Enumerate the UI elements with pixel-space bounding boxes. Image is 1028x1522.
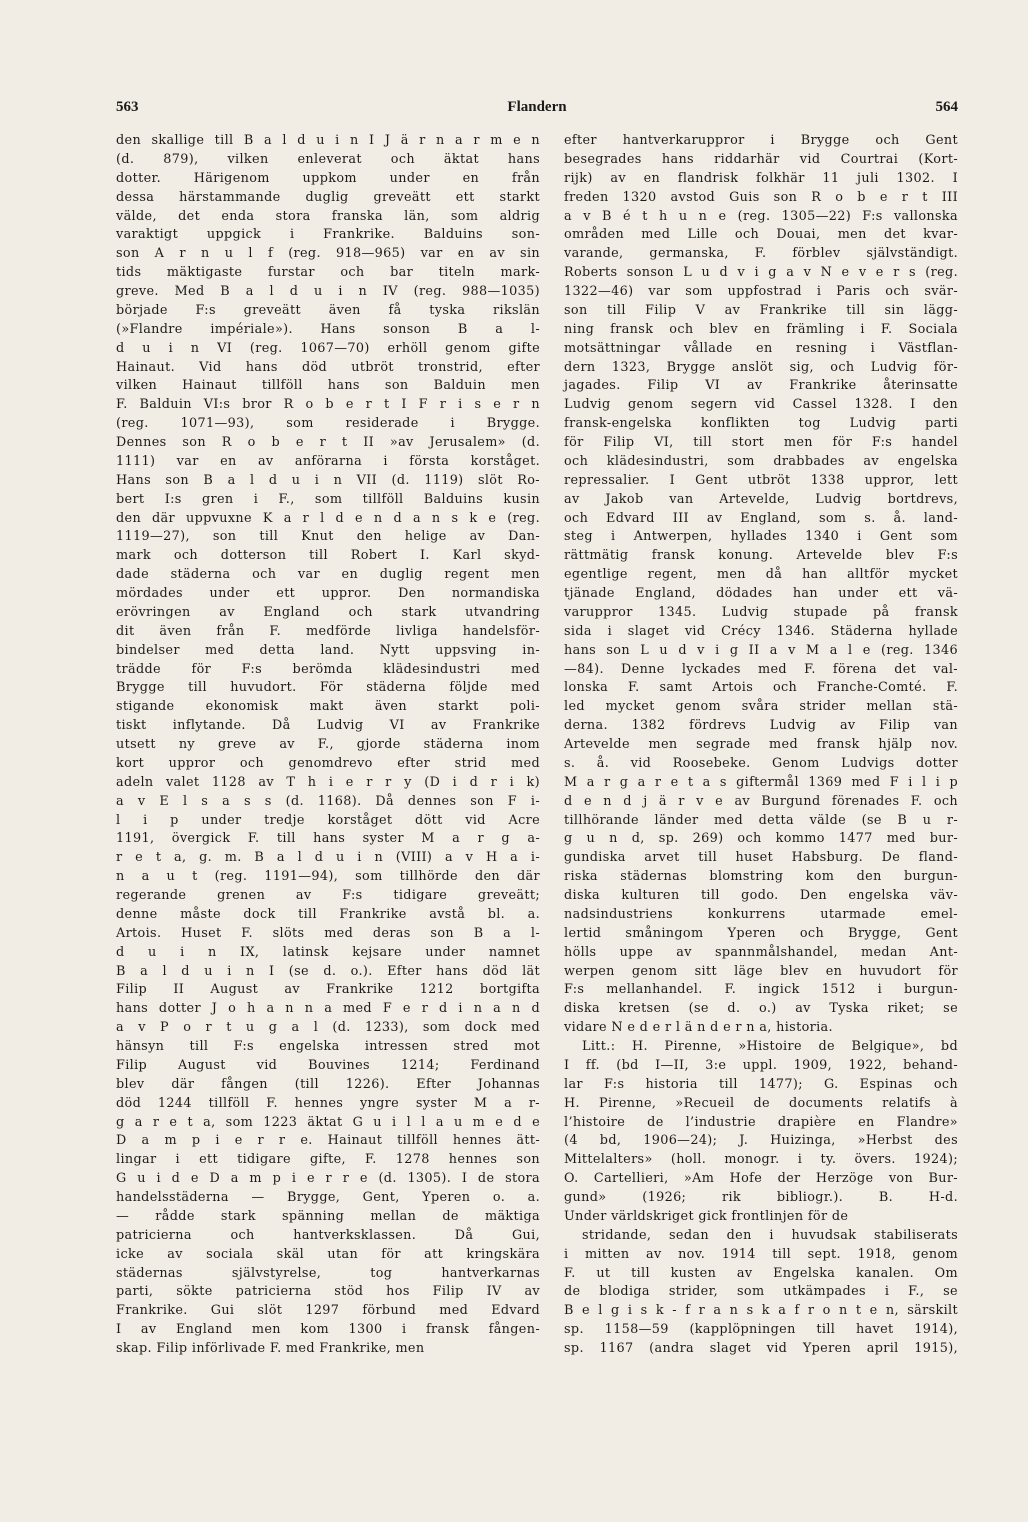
text-line: (»Flandre impériale»). Hans sonson B a l- [116, 321, 540, 337]
text-line: dade städerna och var en duglig regent men [116, 567, 540, 583]
text-line: diska kulturen till godo. Den engelska väv- [564, 888, 958, 903]
text-line: handelsstäderna — Brygge, Gent, Yperen o. a. [116, 1190, 540, 1205]
text-line: städernas självstyrelse, tog hantverkarnas [116, 1265, 540, 1281]
text-line: Filip August vid Bouvines 1214; Ferdinand [116, 1057, 540, 1073]
text-line: —84). Denne lyckades med F. förena det val- [564, 661, 958, 677]
right-page-number: 564 [935, 99, 958, 115]
text-line: skap. Filip införlivade F. med Frankrike, men [116, 1341, 425, 1356]
text-line: tillhörande länder med detta välde (se B u r- [564, 812, 958, 828]
text-line: den där uppvuxne K a r l d e n d a n s k e (reg. [116, 510, 540, 526]
text-line: dessa härstammande duglig greveätt ett starkt [116, 189, 540, 205]
text-line: jagades. Filip VI av Frankrike återinsatte [564, 378, 958, 394]
text-line: a v E l s a s s (d. 1168). Då dennes son F i- [116, 793, 540, 809]
text-line: repressalier. I Gent utbröt 1338 uppror, lett [564, 472, 958, 488]
text-line: B e l g i s k - f r a n s k a f r o n t e n, särskilt [564, 1303, 958, 1319]
text-line: rättmätig fransk konung. Artevelde blev F:s [564, 548, 958, 564]
text-line: lertid småningom Yperen och Brygge, Gent [564, 925, 958, 941]
text-line: vidare N e d e r l ä n d e r n a, historia. [564, 1020, 833, 1036]
text-line: I ff. (bd I—II, 3:e uppl. 1909, 1922, behand- [564, 1057, 958, 1073]
text-line: son A r n u l f (reg. 918—965) var en av sin [116, 246, 540, 262]
text-line: (d. 879), vilken enleverat och äktat hans [116, 151, 540, 167]
text-line: 1119—27), son till Knut den helige av Dan- [116, 529, 540, 545]
text-line: utsett ny greve av F., gjorde städerna inom [116, 737, 540, 752]
text-line: lonska F. samt Artois och Franche-Comté. F. [564, 680, 958, 696]
text-line: och Edvard III av England, som s. å. land- [564, 510, 958, 526]
running-title: Flandern [507, 99, 567, 115]
text-line: 1322—46) var som uppfostrad i Paris och svär- [564, 284, 958, 299]
text-line: mördades under ett uppror. Den normandiska [116, 586, 540, 601]
text-line: motsättningar vållade en resning i Västflan- [564, 340, 958, 356]
text-line: son till Filip V av Frankrike till sin lägg- [564, 302, 958, 318]
text-line: d u i n VI (reg. 1067—70) erhöll genom gifte [116, 340, 540, 356]
text-line: tjänade England, dödades han under ett vä- [564, 586, 958, 601]
text-line: — rådde stark spänning mellan de mäktiga [116, 1208, 540, 1224]
text-line: r e t a, g. m. B a l d u i n (VIII) a v H a i- [116, 850, 540, 866]
text-line: stridande, sedan den i huvudsak stabiliserats [582, 1227, 958, 1243]
page-header [116, 99, 958, 123]
text-line: dit även från F. medförde livliga handelsför- [116, 623, 540, 639]
text-line: 1191, övergick F. till hans syster M a r g a- [116, 831, 540, 847]
text-line: bindelser med detta land. Nytt uppsving in- [116, 642, 540, 658]
text-line: rijk) av en flandrisk folkhär 11 juli 1302. I [564, 170, 958, 186]
text-line: gund» (1926; rik bibliogr.). B. H-d. [564, 1190, 958, 1205]
text-line: ning fransk och blev en främling i F. Sociala [564, 321, 958, 337]
text-line: områden med Lille och Douai, men det kvar- [564, 227, 958, 243]
text-line: G u i d e D a m p i e r r e (d. 1305). I de stora [116, 1171, 540, 1187]
text-line: dern 1323, Brygge anslöt sig, och Ludvig för- [564, 359, 958, 375]
text-line: Mittelalters» (holl. monogr. i ty. övers. 1924); [564, 1152, 958, 1168]
text-line: varaktigt uppgick i Frankrike. Balduins son- [116, 227, 540, 243]
text-line: led mycket genom svåra strider mellan stä- [564, 699, 958, 715]
text-line: greve. Med B a l d u i n IV (reg. 988—1035) [116, 284, 540, 299]
text-line: besegrades hans riddarhär vid Courtrai (Kort- [564, 151, 958, 167]
text-line: D a m p i e r r e. Hainaut tillföll hennes ätt- [116, 1133, 540, 1149]
text-line: lingar i ett tidigare gifte, F. 1278 hennes son [116, 1152, 540, 1168]
text-line: nadsindustriens konkurrens utarmade emel- [564, 906, 958, 922]
text-line: patricierna och hantverksklassen. Då Gui, [116, 1227, 540, 1243]
text-line: derna. 1382 fördrevs Ludvig av Filip van [564, 718, 958, 734]
text-line: hans son L u d v i g II a v M a l e (reg. 1346 [564, 642, 958, 658]
text-line: och klädesindustri, som drabbades av engelska [564, 453, 958, 469]
text-line: Litt.: H. Pirenne, »Histoire de Belgique», bd [582, 1039, 958, 1054]
text-line: (4 bd, 1906—24); J. Huizinga, »Herbst des [564, 1133, 958, 1149]
text-line: (reg. 1071—93), som residerade i Brygge. [116, 416, 540, 432]
text-line: parti, sökte patricierna stöd hos Filip IV av [116, 1284, 540, 1300]
text-line: d e n d j ä r v e av Burgund förenades F. och [564, 793, 958, 809]
text-line: Artevelde men segrade med fransk hjälp nov. [564, 737, 958, 752]
left-page-number: 563 [116, 99, 139, 115]
text-line: de blodiga strider, som utkämpades i F., se [564, 1284, 958, 1300]
text-line: Artois. Huset F. slöts med deras son B a l- [116, 925, 540, 941]
text-line: varande, germanska, F. förblev självständigt. [564, 246, 958, 262]
text-line: B a l d u i n I (se d. o.). Efter hans död lät [116, 963, 540, 979]
text-line: Brygge till huvudort. För städerna följde med [116, 680, 540, 696]
text-line: började F:s greveätt även få tyska rikslän [116, 302, 540, 318]
text-line: blev där fången (till 1226). Efter Johannas [116, 1076, 540, 1092]
text-line: Under världskriget gick frontlinjen för de [564, 1208, 849, 1224]
text-line: bert I:s gren i F., som tillföll Balduins kusin [116, 491, 540, 507]
text-line: dotter. Härigenom uppkom under en från [116, 170, 540, 186]
text-line: död 1244 tillföll F. hennes yngre syster M a r- [116, 1095, 540, 1111]
text-line: välde, det enda stora franska län, som aldrig [116, 208, 540, 224]
text-line: gundiska arvet till huset Habsburg. De fland- [564, 850, 958, 866]
text-line: M a r g a r e t a s giftermål 1369 med F i l i p [564, 774, 958, 790]
text-line: trädde för F:s berömda klädesindustri med [116, 661, 540, 677]
text-line: I av England men kom 1300 i fransk fången- [116, 1322, 540, 1338]
text-line: Frankrike. Gui slöt 1297 förbund med Edvard [116, 1303, 540, 1319]
text-line: riska städernas blomstring kom den burgun- [564, 869, 958, 885]
text-line: s. å. vid Roosebeke. Genom Ludvigs dotter [564, 755, 958, 771]
text-line: tiskt inflytande. Då Ludvig VI av Frankrike [116, 718, 540, 734]
text-line: l’histoire de l’industrie drapière en Flandre» [564, 1114, 958, 1130]
text-line: 1111) var en av anförarna i första korståget. [116, 453, 540, 469]
text-line: F. Balduin VI:s bror R o b e r t I F r i s e r n [116, 397, 540, 413]
text-line: hänsyn till F:s engelska intressen stred mot [116, 1039, 540, 1054]
text-line: O. Cartellieri, »Am Hofe der Herzöge von Bur- [564, 1171, 958, 1187]
text-line: vilken Hainaut tillföll hans son Balduin men [116, 378, 540, 394]
text-line: steg i Antwerpen, hyllades 1340 i Gent som [564, 529, 958, 545]
text-line: den skallige till B a l d u i n I J ä r n a r m e n [116, 133, 540, 148]
text-line: icke av sociala skäl utan för att kringskära [116, 1246, 540, 1262]
text-line: hölls uppe av spannmålshandel, medan Ant- [564, 944, 958, 960]
text-line: d u i n IX, latinsk kejsare under namnet [116, 944, 540, 960]
text-line: freden 1320 avstod Guis son R o b e r t III [564, 189, 958, 205]
text-line: i mitten av nov. 1914 till sept. 1918, genom [564, 1246, 958, 1262]
text-line: g u n d, sp. 269) och kommo 1477 med bur- [564, 831, 958, 847]
right-text-column [564, 132, 958, 1359]
text-line: l i p under tredje korståget dött vid Acre [116, 812, 540, 828]
text-line: stigande ekonomisk makt även starkt poli- [116, 699, 540, 715]
text-line: för Filip VI, till stort men för F:s handel [564, 435, 958, 450]
text-line: adeln valet 1128 av T h i e r r y (D i d r i k) [116, 774, 540, 790]
text-line: Dennes son R o b e r t II »av Jerusalem» (d. [116, 435, 540, 450]
text-line: mark och dotterson till Robert I. Karl skyd- [116, 548, 540, 564]
text-line: regerande grenen av F:s tidigare greveätt; [116, 888, 540, 903]
text-line: sp. 1167 (andra slaget vid Yperen april 1915), [564, 1341, 958, 1356]
text-line: denne måste dock till Frankrike avstå bl. a. [116, 906, 540, 922]
text-line: Ludvig genom segern vid Cassel 1328. I den [564, 397, 958, 413]
text-line: sida i slaget vid Crécy 1346. Städerna hyllade [564, 623, 958, 639]
text-line: lar F:s historia till 1477); G. Espinas och [564, 1076, 958, 1092]
text-line: sp. 1158—59 (kapplöpningen till havet 1914), [564, 1322, 958, 1338]
text-line: n a u t (reg. 1191—94), som tillhörde den där [116, 869, 540, 885]
text-line: a v B é t h u n e (reg. 1305—22) F:s vallonska [564, 208, 958, 224]
text-line: hans dotter J o h a n n a med F e r d i n a n d [116, 1001, 540, 1017]
text-line: F:s mellanhandel. F. ingick 1512 i burgun- [564, 982, 958, 998]
text-line: Hans son B a l d u i n VII (d. 1119) slöt Ro- [116, 472, 540, 488]
text-line: efter hantverkaruppror i Brygge och Gent [564, 133, 958, 148]
text-line: Hainaut. Vid hans död utbröt tronstrid, efter [116, 359, 540, 375]
text-line: fransk-engelska konflikten tog Ludvig parti [564, 416, 958, 432]
text-line: F. ut till kusten av Engelska kanalen. Om [564, 1265, 958, 1281]
text-line: Filip II August av Frankrike 1212 bortgifta [116, 982, 540, 998]
text-line: tids mäktigaste furstar och bar titeln mark- [116, 265, 540, 281]
text-line: Roberts sonson L u d v i g a v N e v e r s (reg. [564, 265, 958, 281]
text-line: g a r e t a, som 1223 äktat G u i l l a u m e d e [116, 1114, 540, 1130]
text-line: H. Pirenne, »Recueil de documents relatifs à [564, 1095, 958, 1111]
left-text-column [116, 132, 540, 1359]
text-line: varuppror 1345. Ludvig stupade på fransk [564, 604, 958, 620]
text-line: a v P o r t u g a l (d. 1233), som dock med [116, 1020, 540, 1036]
text-line: erövringen av England och stark utvandring [116, 604, 540, 620]
text-line: diska kretsen (se d. o.) av Tyska riket; se [564, 1001, 958, 1017]
text-line: werpen genom sitt läge blev en huvudort för [564, 963, 958, 979]
text-line: kort uppror och genomdrevo efter strid med [116, 755, 540, 771]
text-line: egentlige regent, men då han alltför mycket [564, 567, 958, 583]
text-line: av Jakob van Artevelde, Ludvig bortdrevs, [564, 491, 958, 507]
